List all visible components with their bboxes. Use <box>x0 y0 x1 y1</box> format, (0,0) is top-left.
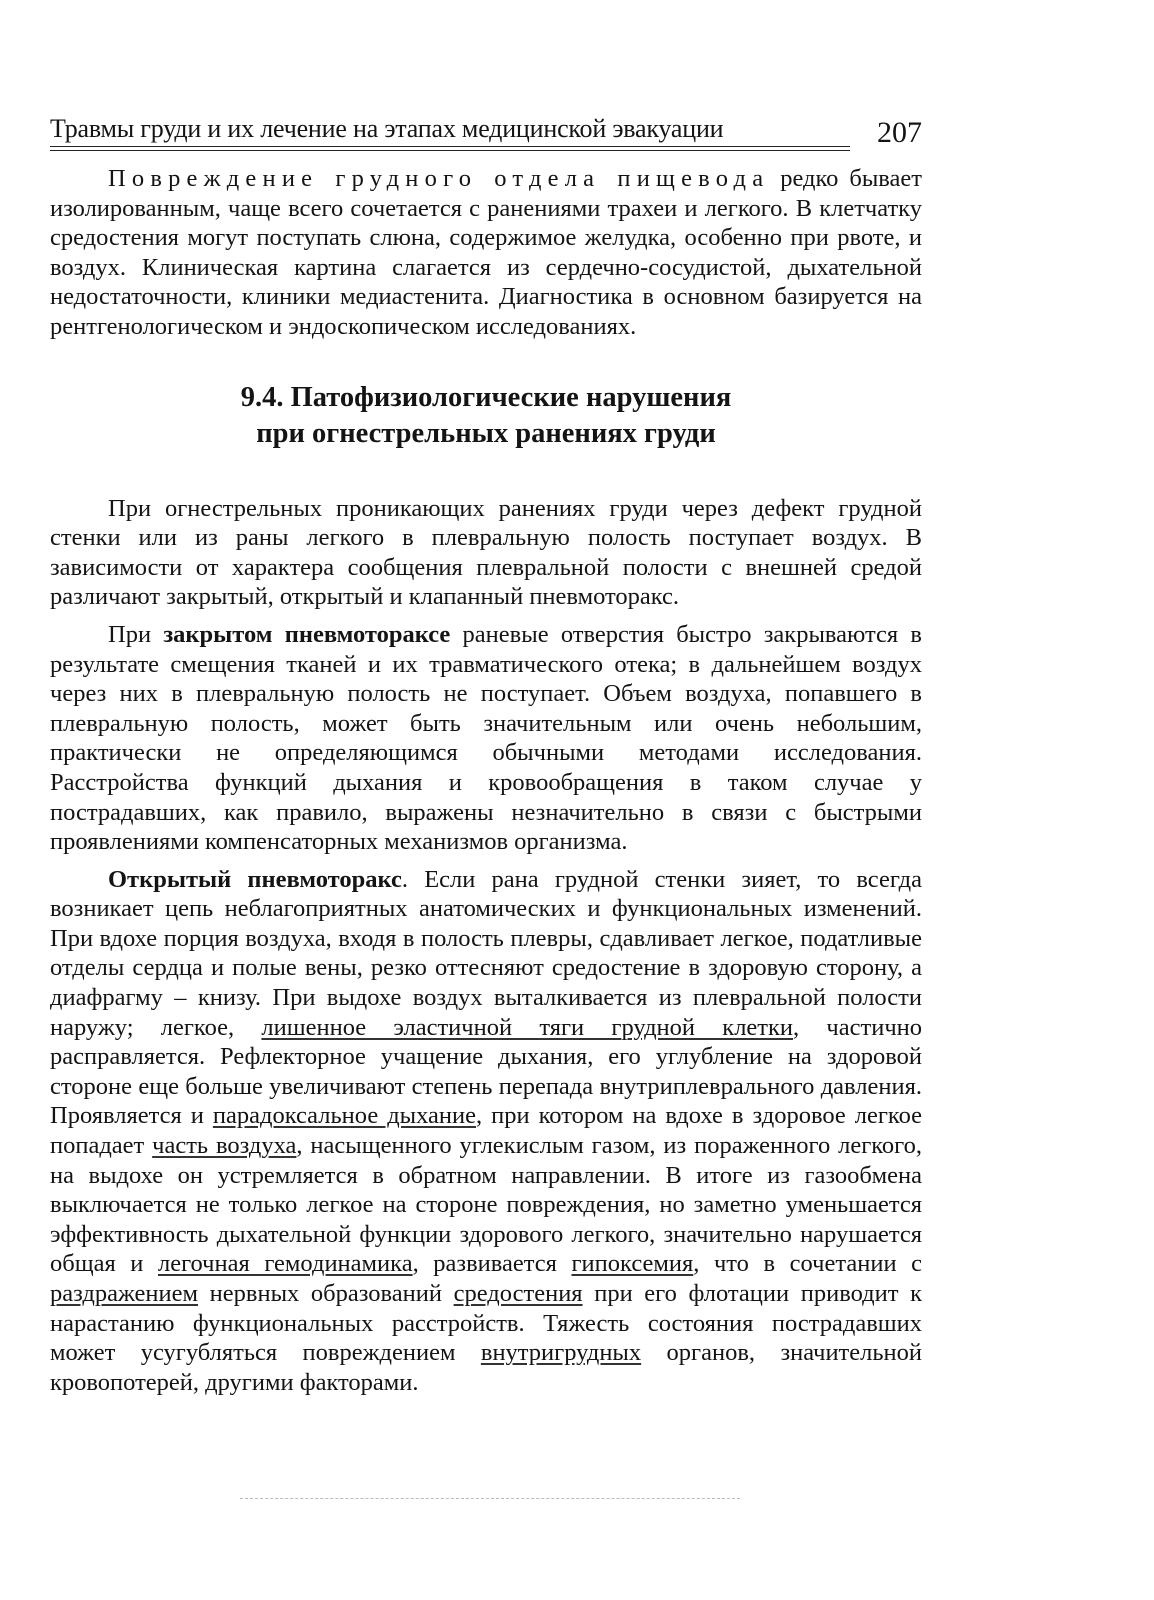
running-header <box>50 106 930 150</box>
handwritten-underline: парадоксальное дыхание <box>212 1102 477 1130</box>
paragraph-text: , что в сочетании с <box>693 1250 923 1278</box>
paragraph-esophagus <box>50 164 922 342</box>
handwritten-underline: лишенное эластичной тяги грудной клетки <box>261 1013 794 1041</box>
header-double-rule <box>50 146 850 151</box>
handwritten-underline: часть воздуха <box>152 1132 297 1160</box>
paragraph-closed-pneumothorax <box>50 620 922 857</box>
handwritten-underline: легочная гемодинамика <box>158 1250 413 1278</box>
paragraph-text: , при котором на вдохе в здоровое легкое попадает <box>50 1102 922 1160</box>
paragraph-text: органов, значительной кровопотерей, другими факторами. <box>50 1339 923 1396</box>
page-number: 207 <box>877 116 922 149</box>
paragraph-text: раневые отверстия быстро закрываются в результате смещения тканей и их травматического отека; в дальнейшем воздух через них в плевральную полость не поступает. Объем воздуха, попавшего в плевральную полость, может быть значительным или очень небольшим, практически не определяющимся обычными методами исследования. Расстройства функций дыхания и кровообращения в таком случае у пострадавших, как правило, выражены незначительно в связи с быстрыми проявлениями компенсаторных механизмов организма. <box>50 620 922 856</box>
bold-term: Открытый пневмоторакс <box>108 865 402 893</box>
scan-artifact-line <box>240 1498 740 1499</box>
section-heading <box>50 380 922 452</box>
book-page <box>50 0 930 1600</box>
handwritten-underline: раздражением <box>50 1280 199 1307</box>
paragraph-text: При <box>108 620 164 648</box>
section-heading-line-1: 9.4. Патофизиологические нарушения <box>240 381 732 413</box>
paragraph-text: , развивается <box>412 1250 572 1278</box>
paragraph-open-pneumothorax <box>50 865 922 1398</box>
page-body <box>50 164 922 1397</box>
bold-term: закрытом пневмотораксе <box>163 620 451 648</box>
paragraph-text: , насыщенного углекислым газом, из пораженного легкого, на выдохе он устремляется в обратном направлении. В итоге из газообмена выключается не только легкое на стороне повреждения, но заметно уменьшается эффективность дыхательной функции здорового легкого, значительно нарушается общая и <box>50 1132 922 1278</box>
paragraph-gap <box>50 612 922 620</box>
paragraph-text: . Если рана грудной стенки зияет, то всегда возникает цепь неблагоприятных анатомических и функциональных изменений. При вдохе порция воздуха, входя в полость плевры, сдавливает легкое, податливые отделы сердца и полые вены, резко оттесняют средостение в здоровую сторону, а диафрагму – книзу. При выдохе воздух выталкивается из плевральной полости наружу; легкое, <box>50 865 923 1041</box>
section-heading-line-2: при огнестрельных ранениях груди <box>256 417 716 449</box>
running-title: Травмы груди и их лечение на этапах медицинской эвакуации <box>50 114 724 143</box>
paragraph-text: нервных образований <box>198 1280 454 1307</box>
paragraph-gap <box>50 857 922 865</box>
paragraph-text: при его флотации приводит к нарастанию функциональных расстройств. Тяжесть состояния пострадавших может усугубляться повреждением <box>50 1280 922 1367</box>
spaced-emphasis: Повреждение грудного отдела пищевода <box>108 165 770 192</box>
paragraph-text: редко бывает изолированным, чаще всего сочетается с ранениями трахеи и легкого. В клетчатку средостения могут поступать слюна, содержимое желудка, особенно при рвоте, и воздух. Клиническая картина слагается из сердечно-сосудистой, дыхательной недостаточности, клиники медиастенита. Диагностика в основном базируется на рентгенологическом и эндоскопическом исследованиях. <box>50 165 922 340</box>
handwritten-underline: средостения <box>453 1280 583 1307</box>
paragraph-text: , частично расправляется. Рефлекторное учащение дыхания, его углубление на здоровой стороне еще больше увеличивают степень перепада внутриплеврального давления. Проявляется и <box>50 1013 922 1130</box>
handwritten-underline: внутригрудных <box>480 1339 642 1367</box>
paragraph-intro: При огнестрельных проникающих ранениях груди через дефект грудной стенки или из раны легкого в плевральную полость поступает воздух. В зависимости от характера сообщения плевральной полости с внешней средой различают закрытый, открытый и клапанный пневмоторакс. <box>50 494 922 611</box>
handwritten-underline: гипоксемия <box>571 1250 694 1278</box>
